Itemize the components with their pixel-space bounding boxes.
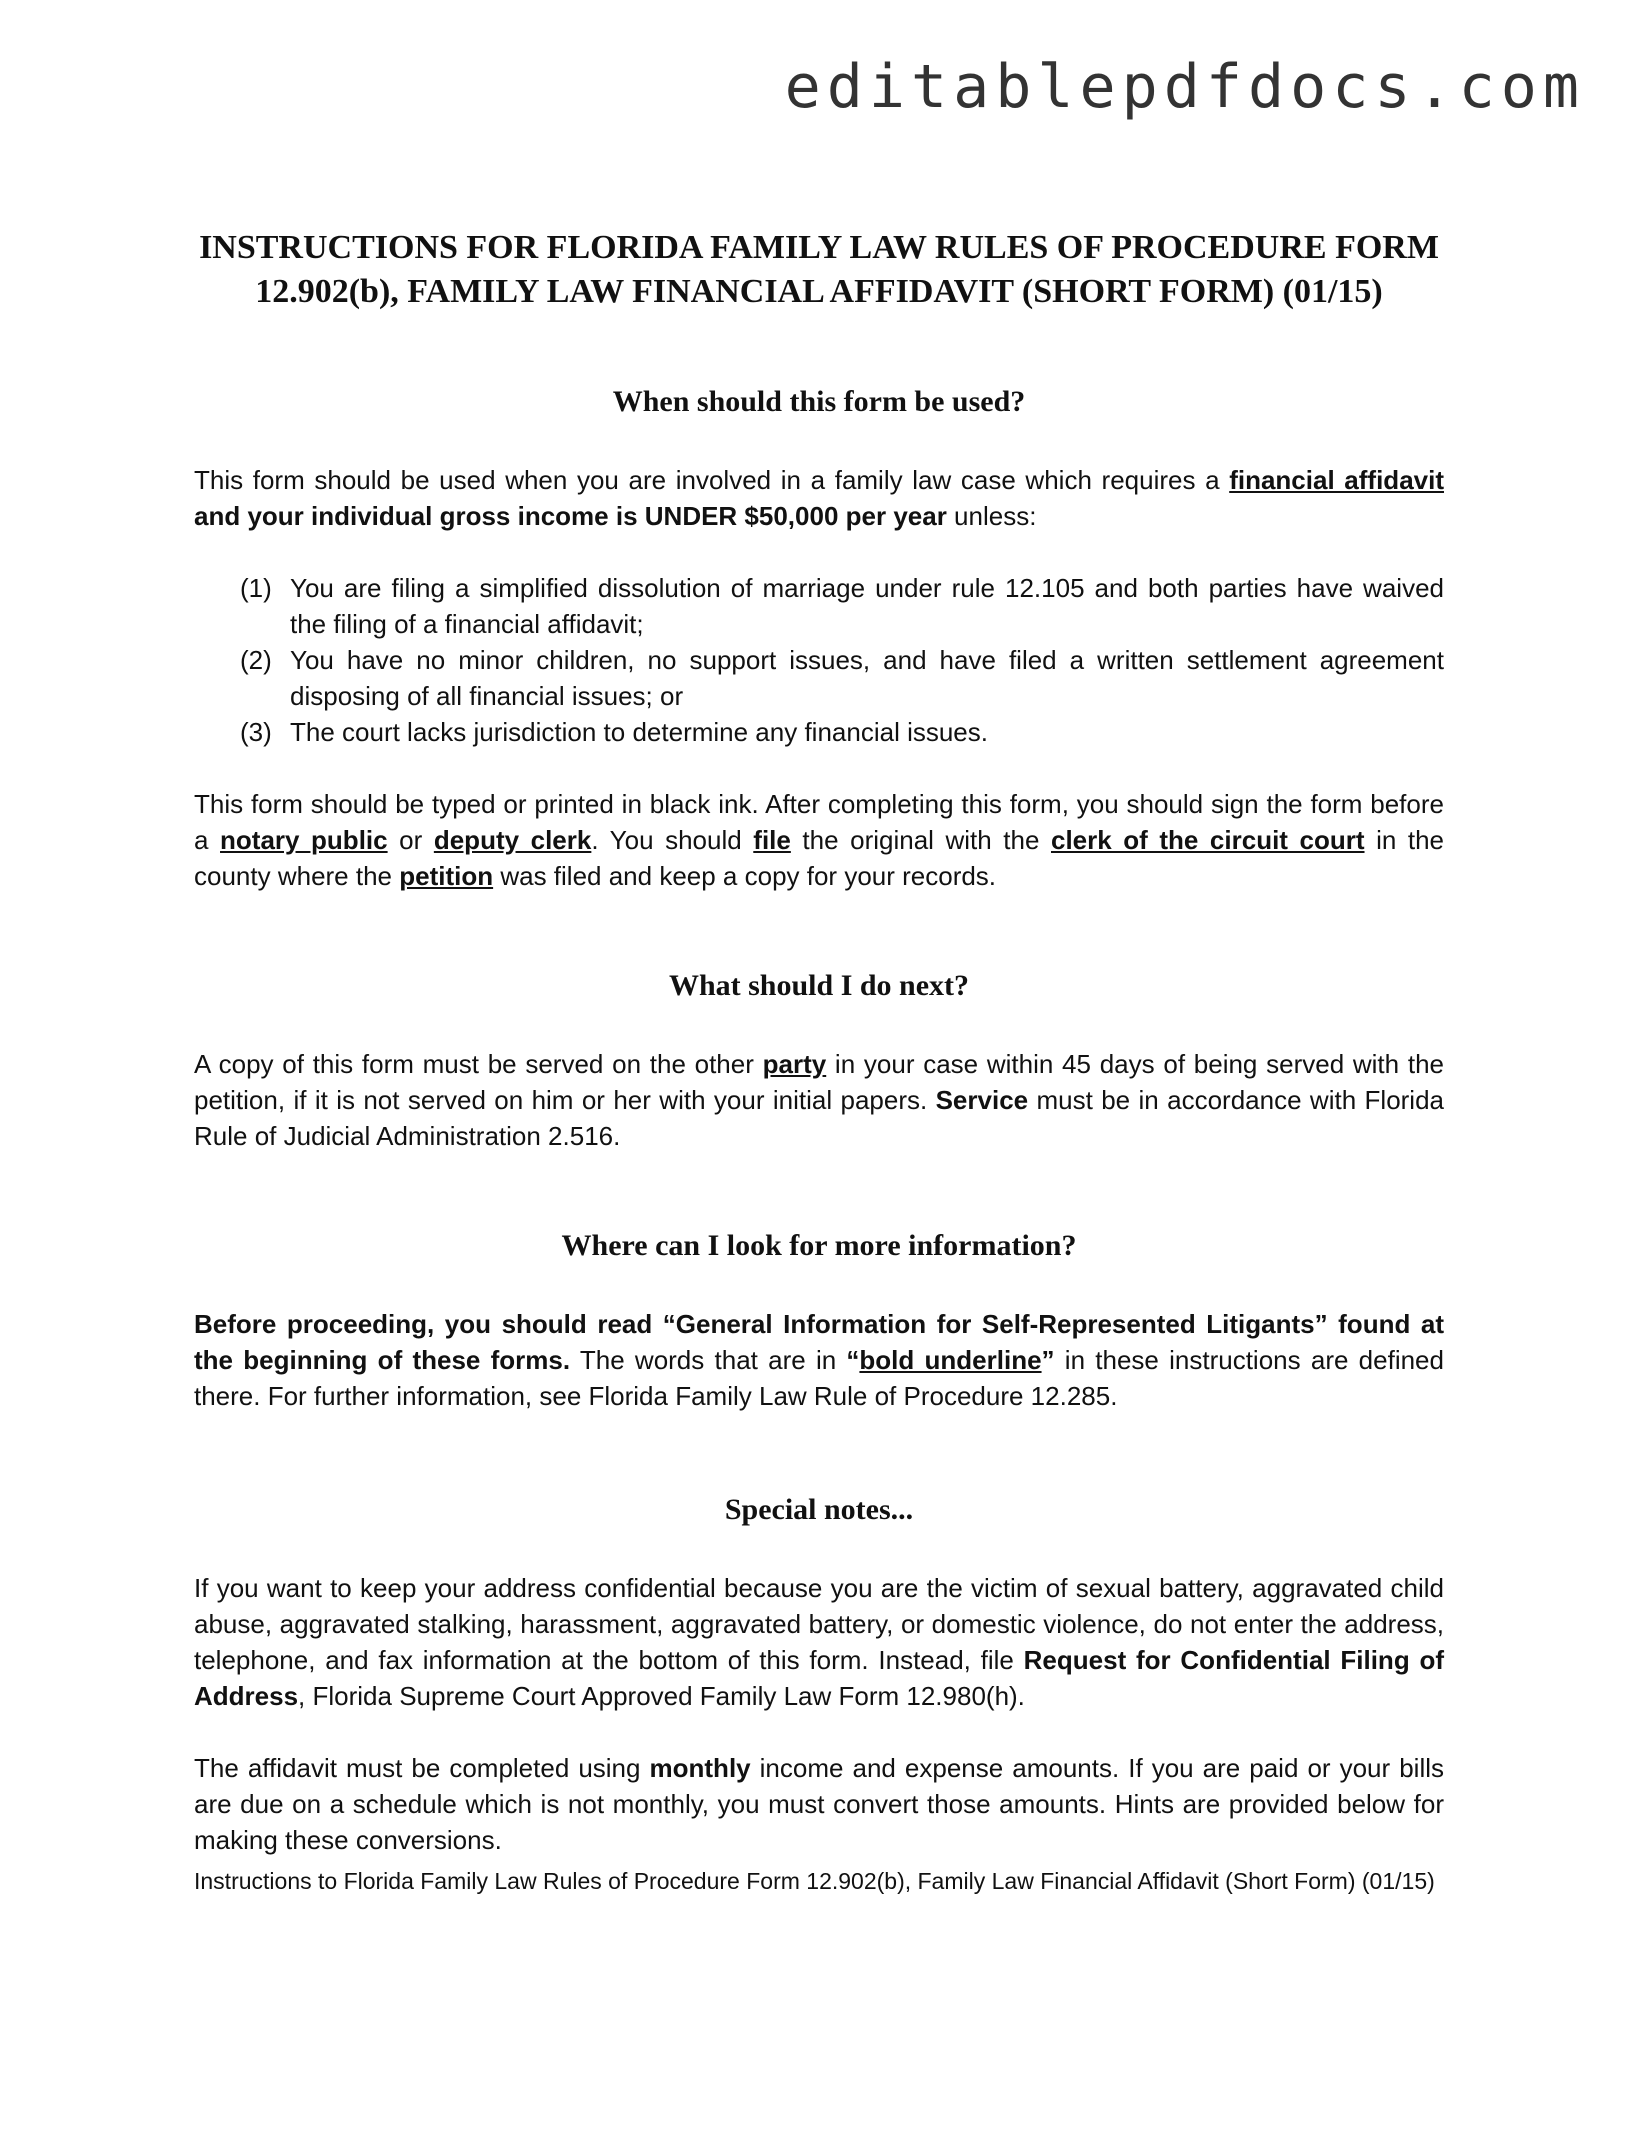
list-number: (2) (240, 645, 272, 675)
title-line-2: 12.902(b), FAMILY LAW FINANCIAL AFFIDAVIT (SHORT FORM) (01/15) (255, 273, 1383, 310)
term-notary-public: notary public (220, 825, 388, 855)
term-clerk-circuit-court: clerk of the circuit court (1051, 825, 1365, 855)
quote-mark: “ (846, 1345, 860, 1375)
text: in your case within 45 days of being served with the petition, if it is not served on him or her with your initial papers. (194, 1049, 1444, 1115)
heading-next-steps: What should I do next? (668, 969, 970, 1002)
term-service: Service (935, 1085, 1029, 1115)
list-text: You have no minor children, no support issues, and have filed a written settlement agreement disposing of all financial issues; or (290, 645, 1444, 711)
text: in these instructions are defined there. For further information, see Florida Family Law Rule of Procedure 12.285. (194, 1345, 1444, 1411)
paragraph-when-used (194, 462, 1444, 534)
paragraph-more-info (194, 1306, 1444, 1414)
text: The words that are in (570, 1345, 847, 1375)
income-condition: and your individual gross income is UNDER $50,000 per year (194, 501, 947, 531)
term-petition: petition (399, 861, 494, 891)
term-bold-underline: bold underline (859, 1345, 1042, 1375)
text: must be in accordance with Florida Rule of Judicial Administration 2.516. (194, 1085, 1445, 1151)
term-party: party (762, 1049, 827, 1079)
list-item (194, 570, 1444, 642)
document-title (194, 226, 1444, 314)
paragraph-next-steps (194, 1046, 1444, 1154)
document-body (194, 226, 1444, 1896)
list-item (194, 642, 1444, 714)
text: the original with the (790, 825, 1051, 855)
list-item (194, 714, 1444, 750)
text: This form should be typed or printed in black ink. After completing this form, you should sign the form before a (194, 789, 1444, 855)
list-number: (1) (240, 573, 272, 603)
paragraph-confidential-address (194, 1570, 1444, 1714)
text: or (387, 825, 434, 855)
list-number: (3) (240, 717, 272, 747)
term-financial-affidavit: financial affidavit (1229, 465, 1444, 495)
text: The affidavit must be completed using (194, 1753, 650, 1783)
quote-mark: ” (1041, 1345, 1055, 1375)
text: A copy of this form must be served on the other (194, 1049, 763, 1079)
list-text: You are filing a simplified dissolution of marriage under rule 12.105 and both parties have waived the filing of a financial affidavit; (290, 573, 1444, 639)
paragraph-filing (194, 786, 1444, 894)
text: income and expense amounts. If you are paid or your bills are due on a schedule which is not monthly, you must convert those amounts. Hints are provided below for making these conversions. (194, 1753, 1444, 1855)
watermark: editablepdfdocs.com (784, 52, 1585, 122)
title-line-1: INSTRUCTIONS FOR FLORIDA FAMILY LAW RULES OF PROCEDURE FORM (199, 229, 1439, 266)
page-footer: Instructions to Florida Family Law Rules of Procedure Form 12.902(b), Family Law Financial Affidavit (Short Form) (01/15) (194, 1868, 1435, 1894)
request-confidential-filing: Request for Confidential Filing of Address (194, 1645, 1444, 1711)
paragraph-monthly-amounts (194, 1750, 1444, 1858)
text: This form should be used when you are involved in a family law case which requires a (194, 465, 1230, 495)
text: was filed and keep a copy for your records. (493, 861, 997, 891)
text: . You should (591, 825, 754, 855)
term-deputy-clerk: deputy clerk (433, 825, 592, 855)
text: in the county where the (194, 825, 1445, 891)
text: If you want to keep your address confidential because you are the victim of sexual battery, aggravated child abuse, aggravated stalking, harassment, aggravated battery, or domestic violence, do not enter the address, telephone, and fax information at the bottom of this form. Instead, file (194, 1573, 1444, 1675)
text: unless: (946, 501, 1037, 531)
exception-list (194, 570, 1444, 750)
heading-special-notes: Special notes... (724, 1493, 914, 1526)
heading-more-info: Where can I look for more information? (561, 1229, 1077, 1262)
text: , Florida Supreme Court Approved Family Law Form 12.980(h). (298, 1681, 1025, 1711)
list-text: The court lacks jurisdiction to determine any financial issues. (290, 717, 988, 747)
heading-when-used: When should this form be used? (612, 385, 1026, 418)
term-file: file (753, 825, 791, 855)
read-general-info: Before proceeding, you should read “General Information for Self-Represented Litigants” found at the beginning of these forms. (194, 1309, 1444, 1375)
term-monthly: monthly (649, 1753, 751, 1783)
